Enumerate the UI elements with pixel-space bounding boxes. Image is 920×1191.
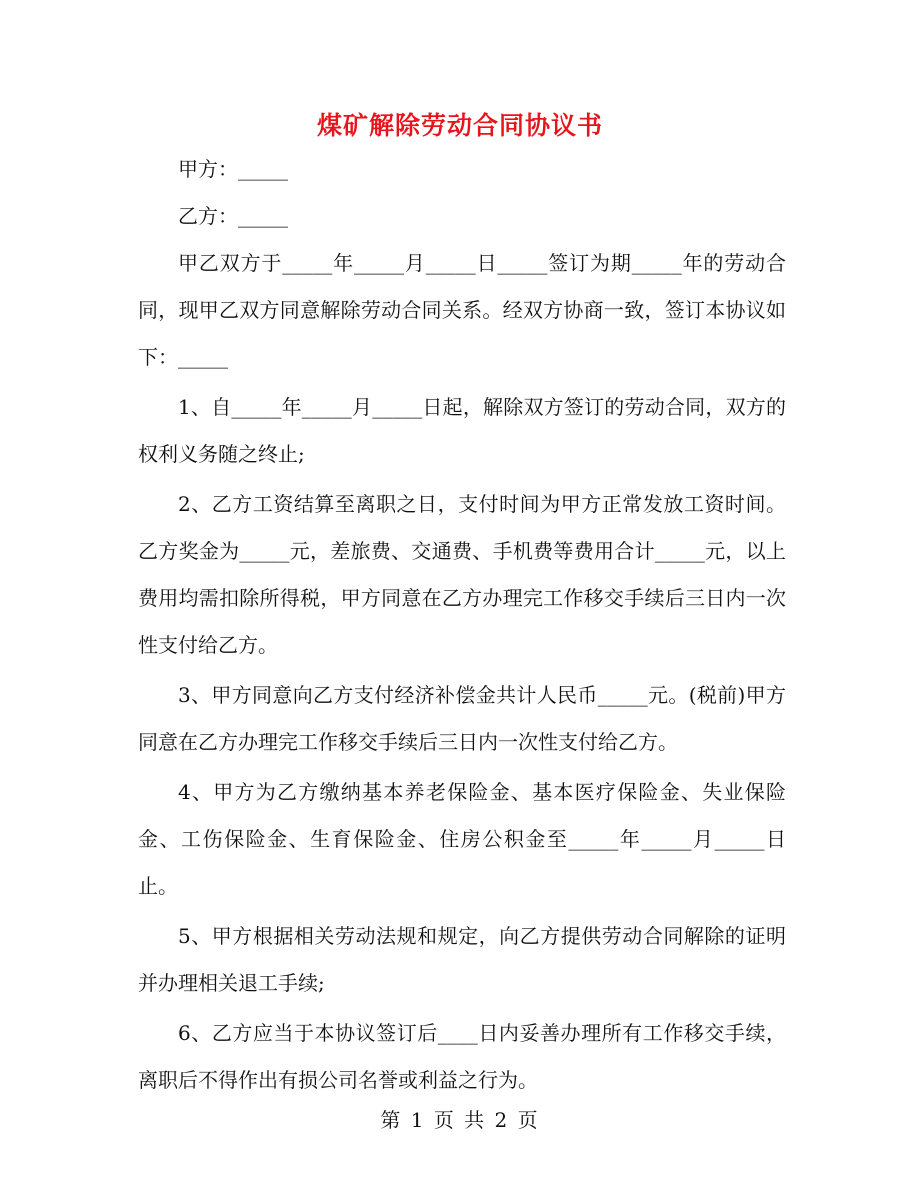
document-title: 煤矿解除劳动合同协议书 <box>316 111 603 140</box>
page-number-footer: 第 1 页 共 2 页 <box>380 1108 540 1132</box>
clause-6: 6、乙方应当于本协议签订后____日内妥善办理所有工作移交手续，离职后不得作出有损公司名誉或利益之行为。 <box>138 1021 786 1092</box>
party-a-line: 甲方：_____ <box>178 157 288 181</box>
intro-paragraph: 甲乙双方于_____年_____月_____日_____签订为期_____年的劳动合同，现甲乙双方同意解除劳动合同关系。经双方协商一致，签订本协议如下：_____ <box>138 251 786 369</box>
clause-5: 5、甲方根据相关劳动法规和规定，向乙方提供劳动合同解除的证明并办理相关退工手续; <box>138 924 786 995</box>
clause-2: 2、乙方工资结算至离职之日，支付时间为甲方正常发放工资时间。乙方奖金为_____元，差旅费、交通费、手机费等费用合计_____元，以上费用均需扣除所得税，甲方同意在乙方办理完工作移交手续后三日内一次性支付给乙方。 <box>138 492 786 657</box>
clause-1: 1、自_____年_____月_____日起，解除双方签订的劳动合同，双方的权利义务随之终止; <box>138 395 786 466</box>
clause-4: 4、甲方为乙方缴纳基本养老保险金、基本医疗保险金、失业保险金、工伤保险金、生育保险金、住房公积金至_____年_____月_____日止。 <box>138 780 786 898</box>
party-b-line: 乙方：_____ <box>178 204 288 228</box>
clause-3: 3、甲方同意向乙方支付经济补偿金共计人民币_____元。(税前)甲方同意在乙方办理完工作移交手续后三日内一次性支付给乙方。 <box>138 683 786 754</box>
document-body <box>138 146 786 1104</box>
